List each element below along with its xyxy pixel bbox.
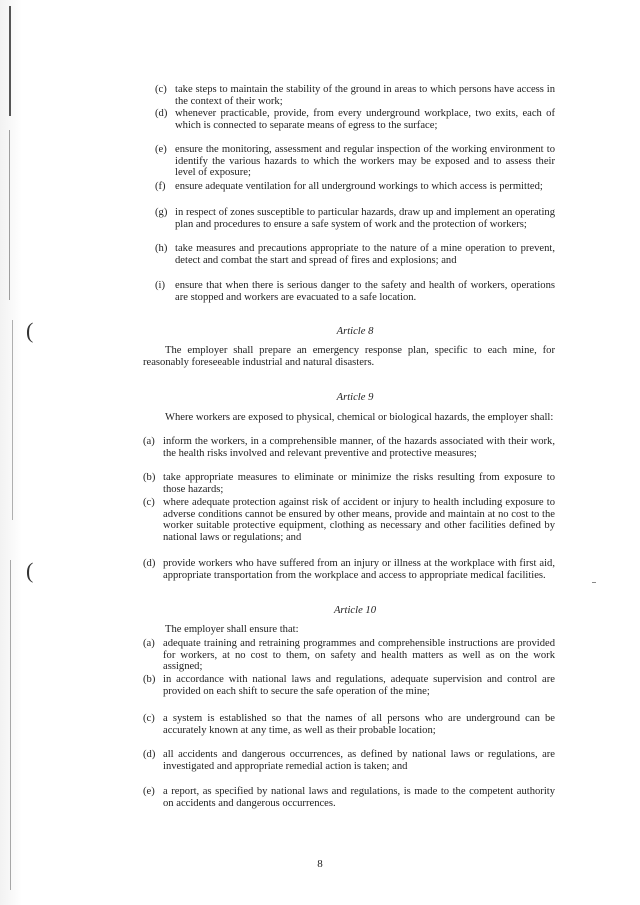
margin-mark: (	[26, 318, 34, 343]
list-item	[155, 181, 555, 193]
item-label: (a)	[143, 638, 155, 649]
item-text: a report, as specified by national laws and regulations, is made to the competent authority on accidents and dangerous occurrences.	[163, 786, 555, 809]
item-text: inform the workers, in a comprehensible manner, of the hazards associated with their work, the health risks involved and relevant preventive and protective measures;	[163, 436, 555, 459]
item-label: (d)	[143, 749, 156, 760]
item-label: (d)	[155, 108, 168, 119]
item-label: (e)	[155, 144, 167, 155]
page-number: 8	[317, 858, 323, 870]
list-item	[155, 207, 555, 230]
item-text: adequate training and retraining programmes and comprehensible instructions are provided for workers, at no cost to them, on safety and health matters as well as on the work assigned;	[163, 638, 555, 673]
item-label: (g)	[155, 207, 168, 218]
article-heading: Article 9	[336, 392, 374, 403]
list-item	[143, 674, 555, 697]
item-text: provide workers who have suffered from an injury or illness at the workplace with first aid, appropriate transportation from the workplace and access to appropriate medical facilities.	[163, 558, 555, 581]
binding-mark	[9, 6, 11, 116]
list-item	[155, 280, 555, 303]
article-paragraph: The employer shall prepare an emergency response plan, specific to each mine, for reasonably foreseeable industrial and natural disasters.	[143, 345, 555, 368]
list-item	[143, 638, 555, 673]
item-text: take appropriate measures to eliminate or minimize the risks resulting from exposure to those hazards;	[163, 472, 555, 495]
binding-edge	[0, 0, 22, 905]
item-label: (a)	[143, 436, 155, 447]
binding-mark	[9, 130, 10, 300]
list-item	[143, 786, 555, 809]
item-text: take measures and precautions appropriate to the nature of a mine operation to prevent, detect and combat the start and spread of fires and explosions; and	[175, 243, 555, 266]
item-label: (b)	[143, 472, 156, 483]
article-heading: Article 8	[336, 326, 374, 337]
list-item	[143, 558, 555, 581]
item-label: (d)	[143, 558, 156, 569]
margin-mark: (	[26, 558, 34, 583]
binding-mark	[10, 560, 11, 890]
list-item	[143, 436, 555, 459]
item-text: where adequate protection against risk of accident or injury to health including exposure to adverse conditions cannot be ensured by other means, provide and maintain at no cost to the worker suitable protective equipment, clothing as necessary and other facilities defined by national laws or regulations; and	[163, 497, 555, 543]
list-item	[143, 713, 555, 736]
item-label: (f)	[155, 181, 166, 192]
binding-mark	[12, 320, 13, 520]
item-label: (i)	[155, 280, 165, 291]
item-text: a system is established so that the names of all persons who are underground can be accurately known at any time, as well as their probable location;	[163, 713, 555, 736]
item-label: (c)	[143, 497, 155, 508]
list-item	[155, 144, 555, 179]
article-intro: Where workers are exposed to physical, chemical or biological hazards, the employer shall:	[165, 412, 554, 423]
item-text: ensure that when there is serious danger to the safety and health of workers, operations are stopped and workers are evacuated to a safe location.	[175, 280, 555, 303]
item-text: all accidents and dangerous occurrences, as defined by national laws or regulations, are investigated and appropriate remedial action is taken; and	[163, 749, 555, 772]
item-label: (c)	[143, 713, 155, 724]
item-label: (h)	[155, 243, 168, 254]
item-text: in respect of zones susceptible to particular hazards, draw up and implement an operating plan and procedures to ensure a safe system of work and the protection of workers;	[175, 207, 555, 230]
list-item	[143, 497, 555, 543]
article-intro: The employer shall ensure that:	[165, 624, 299, 635]
item-text: ensure adequate ventilation for all underground workings to which access is permitted;	[175, 181, 543, 192]
item-text: take steps to maintain the stability of the ground in areas to which persons have access in the context of their work;	[175, 84, 555, 107]
article-heading: Article 10	[333, 605, 377, 616]
list-item	[143, 472, 555, 495]
list-item	[155, 108, 555, 131]
margin-tick	[592, 582, 596, 583]
list-item	[155, 243, 555, 266]
list-item	[155, 84, 555, 107]
list-item	[143, 749, 555, 772]
item-text: in accordance with national laws and regulations, adequate supervision and control are provided on each shift to secure the safe operation of the mine;	[163, 674, 555, 697]
item-label: (c)	[155, 84, 167, 95]
item-text: whenever practicable, provide, from every underground workplace, two exits, each of which is connected to separate means of egress to the surface;	[175, 108, 555, 131]
item-label: (e)	[143, 786, 155, 797]
item-text: ensure the monitoring, assessment and regular inspection of the working environment to identify the various hazards to which the workers may be exposed and to assess their level of exposure;	[175, 144, 555, 179]
item-label: (b)	[143, 674, 156, 685]
